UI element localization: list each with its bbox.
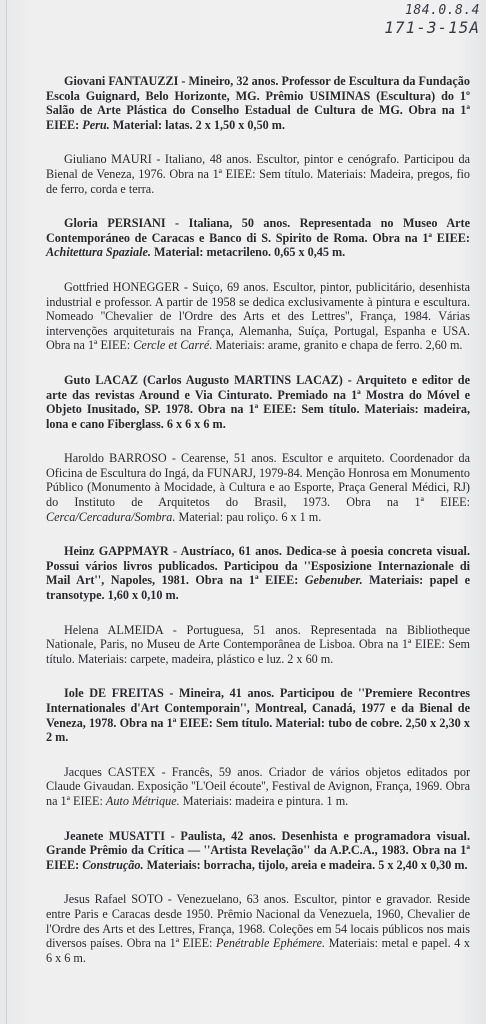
artist-entry: [46, 544, 470, 602]
artist-entry: [46, 765, 470, 809]
work-title: Peru.: [82, 117, 110, 132]
entry-text: Jeanete MUSATTI - Paulista, 42 anos. Desenhista e programadora visual. Grande Prêmio da Crítica — ''Artista Revelação'' da A.P.C.A., 1983. Obra na 1ª EIEE:: [46, 828, 470, 872]
artist-entry: [46, 280, 470, 353]
page-edge: [6, 0, 7, 1024]
work-title: Gebenuber.: [304, 573, 363, 588]
artist-entry: [46, 623, 470, 667]
artist-entry: [46, 373, 470, 431]
entry-materials: Material: latas. 2 x 1,50 x 0,50 m.: [109, 117, 286, 132]
work-title: Cercle et Carré.: [133, 338, 213, 353]
artist-entry: [46, 216, 470, 260]
artist-entry: [46, 829, 470, 873]
entry-text: Iole DE FREITAS - Mineira, 41 anos. Participou de ''Premiere Recontres Internationales d'Art Contemporain'', Montreal, Canadá, 1977 e da Bienal de Veneza, 1978. Obra na 1ª EIEE: Sem título. Material: tubo de cobre. 2,50 x 2,30 x 2 m.: [46, 686, 470, 745]
entry-materials: Materiais: papel e transotype. 1,60 x 0,10 m.: [46, 573, 470, 603]
entry-text: Giuliano MAURI - Italiano, 48 anos. Escultor, pintor e cenógrafo. Participou da Bienal de Veneza, 1976. Obra na 1ª EIEE: Sem título. Materiais: Madeira, pregos, fio de ferro, corda e terra.: [46, 152, 470, 196]
entry-text: Heinz GAPPMAYR - Austríaco, 61 anos. Dedica-se à poesia concreta visual. Possui vários livros publicados. Participou da ''Esposizione Internazionale di Mail Art'', Napoles, 1981. Obra na 1ª EIEE:: [46, 544, 470, 588]
entry-text: Jesus Rafael SOTO - Venezuelano, 63 anos. Escultor, pintor e gravador. Reside entre Paris e Caracas desde 1950. Prêmio Nacional da Venezuela, 1960, Chevalier de l'Ordre des Arts et des Lettres, França, 1968. Coleções em 54 locais públicos nos mais diversos países. Obra na 1ª EIEE:: [46, 892, 470, 951]
handwritten-catalog-number: [384, 2, 480, 36]
work-title: Cerca/Cercadura/Sombra.: [46, 509, 176, 524]
artist-entry: [46, 152, 470, 196]
catalog-number-line-2: 171-3-15A: [384, 18, 480, 37]
entry-materials: Material: metacrileno. 0,65 x 0,45 m.: [150, 245, 346, 260]
entry-text: Gottfried HONEGGER - Suiço, 69 anos. Escultor, pintor, publicitário, desenhista industrial e professor. A partir de 1958 se dedica exclusivamente à pintura e escultura. Nomeado ''Chevalier de l'Ordre des Arts et des Lettres'', França, 1984. Várias intervenções arquiteturais na França, Alemanha, Suíça, Portugal, Espanha e USA. Obra na 1ª EIEE:: [46, 279, 470, 353]
entry-text: Giovani FANTAUZZI - Mineiro, 32 anos. Professor de Escultura da Fundação Escola Guignard, Belo Horizonte, MG. Prêmio USIMINAS (Escultura) do 1º Salão de Arte Plástica do Conselho Estadual de Cultura de MG. Obra na 1ª EIEE:: [46, 74, 470, 132]
artist-entry: [46, 74, 470, 132]
work-title: Construção.: [82, 857, 144, 872]
artist-list: [46, 74, 470, 985]
entry-text: Guto LACAZ (Carlos Augusto MARTINS LACAZ) - Arquiteto e editor de arte das revistas Around e Via Cinturato. Premiado na 1ª Mostra do Móvel e Objeto Inusitado, SP. 1978. Obra na 1ª EIEE: Sem título. Materiais: madeira, lona e cano Fiberglass. 6 x 6 x 6 m.: [46, 372, 470, 431]
entry-text: Haroldo BARROSO - Cearense, 51 anos. Escultor e arquiteto. Coordenador da Oficina de Escultura do Ingá, da FUNARJ, 1979-84. Menção Honrosa em Monumento Público (Monumento à Mocidade, à Cultura e ao Esporte, Praça General Médici, RJ) do Instituto de Arquitetos do Brasil, 1973. Obra na 1ª EIEE:: [46, 451, 470, 510]
entry-materials: Materiais: madeira e pintura. 1 m.: [179, 793, 349, 808]
artist-entry: [46, 686, 470, 744]
entry-text: Gloria PERSIANI - Italiana, 50 anos. Representada no Museo Arte Contemporáneo de Caracas e Banco di S. Spirito de Roma. Obra na 1ª EIEE:: [46, 216, 470, 245]
catalog-number-line-1: 184.0.8.4: [405, 3, 480, 18]
work-title: Auto Métrique.: [105, 793, 180, 808]
entry-text: Helena ALMEIDA - Portuguesa, 51 anos. Representada na Bibliotheque Nationale, Paris, no Museu de Arte Contemporânea de Lisboa. Obra na 1ª EIEE: Sem título. Materiais: carpete, madeira, plástico e luz. 2 x 60 m.: [46, 622, 470, 666]
artist-entry: [46, 451, 470, 524]
entry-text: Jacques CASTEX - Francês, 59 anos. Criador de vários objetos editados por Claude Givaudan. Exposição ''L'Oeil écoute'', Festival de Avignon, França, 1969. Obra na 1ª EIEE:: [46, 764, 470, 808]
entry-materials: Materiais: borracha, tijolo, areia e madeira. 5 x 2,40 x 0,30 m.: [143, 857, 468, 872]
work-title: Achitettura Spaziale.: [46, 245, 151, 260]
entry-materials: Materiais: metal e papel. 4 x 6 x 6 m.: [46, 936, 470, 965]
entry-materials: Materiais: arame, granito e chapa de ferro. 2,60 m.: [212, 338, 463, 353]
artist-entry: [46, 892, 470, 965]
work-title: Penétrable Ephémere.: [216, 936, 326, 951]
entry-materials: Material: pau roliço. 6 x 1 m.: [175, 509, 322, 524]
